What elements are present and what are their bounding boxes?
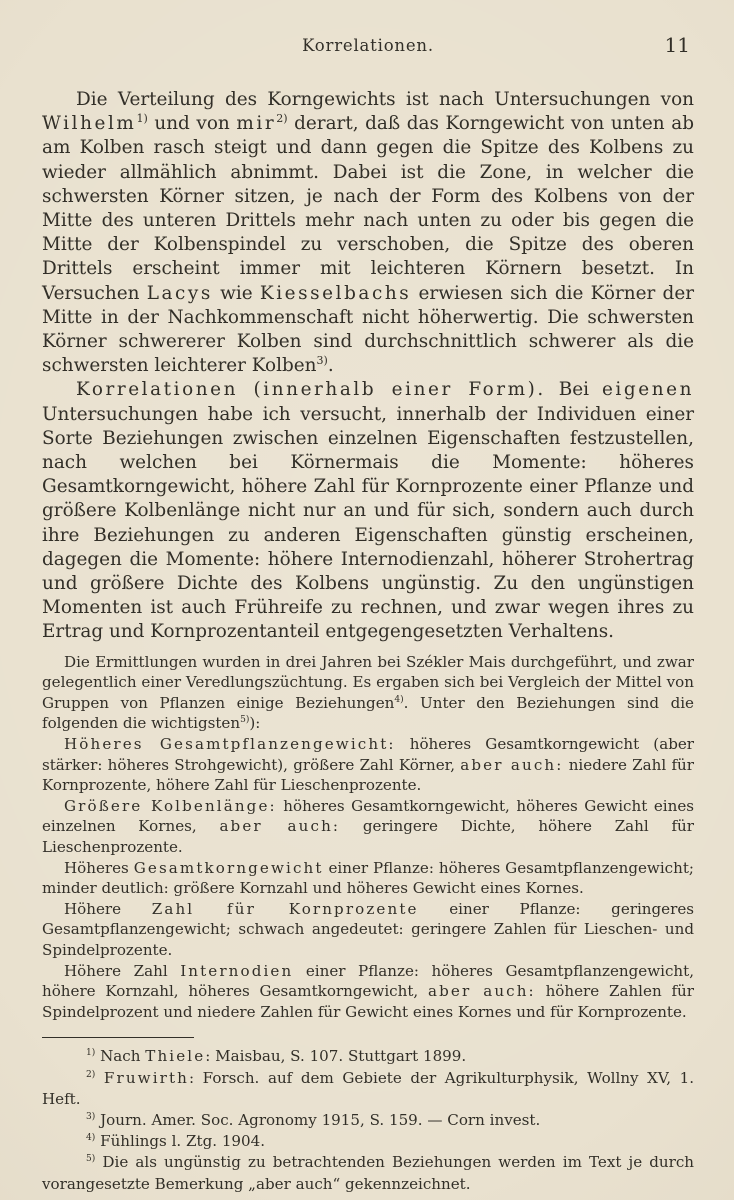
footnote-marker: 4) xyxy=(86,1133,96,1144)
text-run xyxy=(95,1069,104,1087)
footnote xyxy=(42,1131,694,1152)
footnote xyxy=(42,1068,694,1110)
text-run: Bei xyxy=(545,379,602,401)
letterspaced-text: Größere Kolbenlänge: xyxy=(64,796,277,815)
text-run: einer Pflanze: höheres Gesamtpflanzengewicht; minder deutlich: größere Kornzahl und höheres Gewicht eines Kornes. xyxy=(42,858,694,898)
text-run: Höheres xyxy=(64,858,134,877)
small-print-paragraph xyxy=(42,734,694,796)
letterspaced-text: Höheres Gesamtpflanzengewicht: xyxy=(64,735,396,754)
small-print-paragraph xyxy=(42,652,694,734)
footnote-marker: 1) xyxy=(136,112,148,126)
text-run: Journ. Amer. Soc. Agronomy 1915, S. 159. — Corn invest. xyxy=(95,1110,541,1129)
footnote-separator-rule xyxy=(42,1037,194,1038)
letterspaced-text: Fruwirth xyxy=(103,1068,189,1087)
small-print-paragraph xyxy=(42,858,694,899)
small-print-block xyxy=(42,652,694,1023)
letterspaced-text: aber auch: xyxy=(219,817,341,836)
text-run: Untersuchungen habe ich versucht, innerhalb der Individuen einer Sorte Beziehungen zwischen einzelnen Eigenschaften festzustellen, nach welchen bei Körnermais die Momente: höheres Gesamtkorngewicht, höhere Zahl für Kornprozente einer Pflanze und größere Kolbenlänge nicht nur an und für sich, sondern auch durch ihre Beziehungen zu anderen Eigenschaften günstig erscheinen, dagegen die Momente: höhere Internodienzahl, höherer Strohertrag und größere Dichte des Kolbens ungünstig. Zu den ungünstigen Momenten ist auch Frühreife zu rechnen, und zwar wegen ihres zu Ertrag und Kornprozentanteil entgegengesetzten Verhaltens. xyxy=(42,403,694,643)
text-run: höheres Gesamtkorngewicht (aber stärker: höheres Strohgewicht), größere Zahl Körner, xyxy=(42,735,695,774)
text-run: einer Pflanze: höheres Gesamtpflanzengewicht, höhere Kornzahl, höheres Gesamtkorngewicht, xyxy=(42,961,694,1001)
text-run: . xyxy=(327,355,334,377)
text-run: Die Verteilung des Korngewichts ist nach Untersuchungen von xyxy=(76,89,694,110)
letterspaced-text: Wilhelm xyxy=(42,113,137,135)
small-print-paragraph xyxy=(42,899,694,961)
text-run: Die Ermittlungen wurden in drei Jahren bei Székler Mais durchgeführt, und zwar gelegentlich einer Veredlungszüchtung. Es ergaben sich bei Vergleich der Mittel von Gruppen von Pflanzen einige Beziehungen xyxy=(42,652,694,712)
footnote-marker: 3) xyxy=(316,354,328,368)
letterspaced-text: Kiesselbachs xyxy=(259,282,412,304)
letterspaced-text: Thiele xyxy=(145,1047,206,1066)
text-run: derart, daß das Korngewicht von unten ab am Kolben rasch steigt und dann gegen die Spitze des Kolbens zu wieder allmählich abnimmt. Dabei ist die Zone, in welcher die schwersten Körner sitzen, je nach der Form des Kolbens von der Mitte des unteren Drittels mehr nach unten zu oder bis gegen die Mitte der Kolbenspindel zu verschoben, die Spitze des oberen Drittels erscheint immer mit leichteren Körnern besetzt. In Versuchen xyxy=(42,113,694,304)
footnote xyxy=(42,1152,694,1194)
letterspaced-text: Lacys xyxy=(146,282,213,304)
text-run: : Forsch. auf dem Gebiete der Agrikulturphysik, Wollny XV, 1. Heft. xyxy=(42,1068,694,1108)
text-run: Die als ungünstig zu betrachtenden Beziehungen werden im Text je durch vorangesetzte Bemerkung „aber auch“ gekennzeichnet. xyxy=(42,1153,694,1193)
footnote-marker: 1) xyxy=(86,1048,96,1059)
text-run: erwiesen sich die Körner der Mitte in der Nachkommenschaft nicht höherwertig. Die schwersten Körner schwererer Kolben sind durchschnittlich schwerer als die schwersten leichterer Kolben xyxy=(42,282,695,377)
letterspaced-text: eigenen xyxy=(601,379,694,401)
text-run: niedere Zahl für Kornprozente, höhere Zahl für Lieschenprozente. xyxy=(42,755,694,795)
small-print-paragraph xyxy=(42,961,694,1023)
text-run: geringere Dichte, höhere Zahl für Lieschenprozente. xyxy=(42,817,694,857)
text-run: Höhere xyxy=(64,899,152,918)
main-text-block xyxy=(42,88,694,645)
footnote-marker: 5) xyxy=(240,715,250,726)
text-run: und von xyxy=(147,113,237,135)
body-paragraph xyxy=(42,378,694,644)
footnote xyxy=(42,1046,694,1067)
footnotes-block xyxy=(42,1046,694,1194)
small-print-paragraph xyxy=(42,796,694,858)
text-run: Höhere Zahl xyxy=(64,961,181,980)
letterspaced-text: aber auch: xyxy=(460,755,564,774)
footnote-marker: 5) xyxy=(86,1154,96,1165)
text-run: wie xyxy=(212,282,260,304)
body-paragraph xyxy=(42,88,694,378)
footnote-marker: 4) xyxy=(394,694,404,705)
text-run: einer Pflanze: geringeres Gesamtpflanzengewicht; schwach angedeutet: geringere Zahlen für Lieschen- und Spindelprozente. xyxy=(42,899,694,959)
text-run: höhere Zahlen für Spindelprozent und niedere Zahlen für Gewicht eines Kornes und für Kornprozente. xyxy=(42,982,694,1021)
text-run: . Unter den Beziehungen sind die folgenden die wichtigsten xyxy=(42,693,694,733)
page-number: 11 xyxy=(664,33,690,57)
footnote-marker: 2) xyxy=(86,1069,96,1080)
letterspaced-text: mir xyxy=(236,113,277,135)
text-run: höheres Gesamtkorngewicht, höheres Gewicht eines einzelnen Kornes, xyxy=(42,796,695,836)
letterspaced-text: Internodien xyxy=(180,961,294,980)
footnote-marker: 2) xyxy=(276,112,288,126)
text-run: ): xyxy=(249,714,261,733)
footnote-marker: 3) xyxy=(86,1111,96,1122)
letterspaced-text: aber auch: xyxy=(428,982,536,1001)
footnote xyxy=(42,1110,694,1131)
text-run: Fühlings l. Ztg. 1904. xyxy=(95,1132,266,1151)
page-header xyxy=(42,33,694,62)
letterspaced-text: Zahl für Kornprozente xyxy=(151,899,419,918)
letterspaced-text: Gesamtkorngewicht xyxy=(133,858,324,877)
running-title: Korrelationen. xyxy=(302,36,434,55)
text-run: : Maisbau, S. 107. Stuttgart 1899. xyxy=(205,1047,467,1066)
text-run: Nach xyxy=(95,1047,146,1066)
letterspaced-text: Korrelationen (innerhalb einer Form). xyxy=(76,379,546,401)
